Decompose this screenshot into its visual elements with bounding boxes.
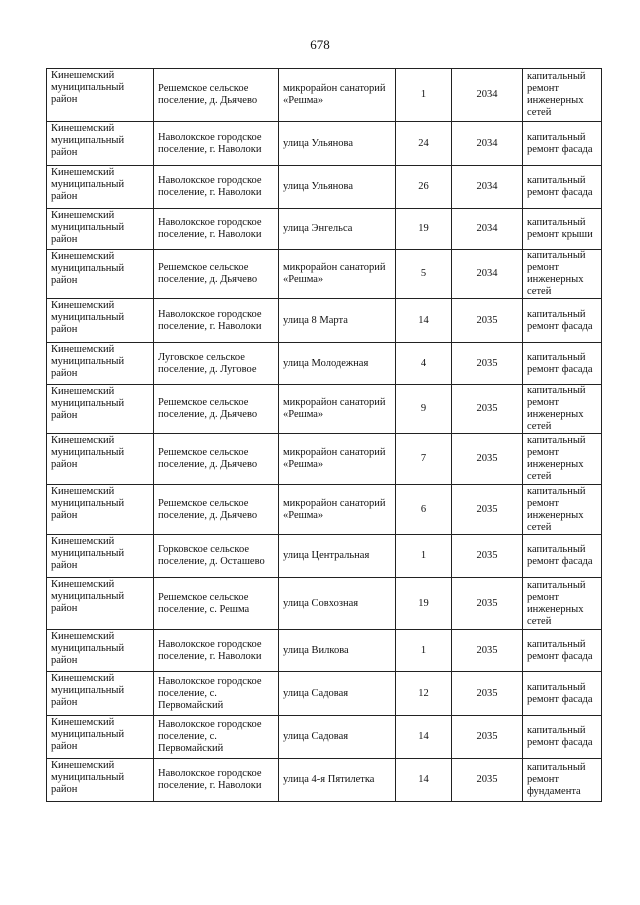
cell-district: Кинешемский муниципальный район xyxy=(47,299,154,343)
cell-work-type: капитальный ремонт инженерных сетей xyxy=(523,250,602,299)
cell-work-type: капитальный ремонт фасада xyxy=(523,672,602,716)
cell-settlement: Наволокское городское поселение, с. Первомайский xyxy=(154,672,279,716)
cell-house-number: 5 xyxy=(396,250,452,299)
table-row xyxy=(47,250,602,299)
cell-repair-year: 2034 xyxy=(452,69,523,122)
cell-street: улица Совхозная xyxy=(279,578,396,630)
cell-house-number: 12 xyxy=(396,672,452,716)
table-row xyxy=(47,578,602,630)
cell-street: улица Садовая xyxy=(279,672,396,716)
table-row xyxy=(47,209,602,250)
cell-work-type: капитальный ремонт крыши xyxy=(523,209,602,250)
cell-street: микрорайон санаторий «Решма» xyxy=(279,250,396,299)
cell-district: Кинешемский муниципальный район xyxy=(47,434,154,485)
cell-settlement: Наволокское городское поселение, г. Наволоки xyxy=(154,166,279,209)
cell-district: Кинешемский муниципальный район xyxy=(47,485,154,535)
cell-settlement: Решемское сельское поселение, д. Дьячево xyxy=(154,385,279,434)
cell-district: Кинешемский муниципальный район xyxy=(47,535,154,578)
cell-work-type: капитальный ремонт инженерных сетей xyxy=(523,69,602,122)
cell-house-number: 1 xyxy=(396,69,452,122)
cell-district: Кинешемский муниципальный район xyxy=(47,716,154,759)
cell-street: микрорайон санаторий «Решма» xyxy=(279,485,396,535)
cell-street: улица Ульянова xyxy=(279,122,396,166)
table-row xyxy=(47,69,602,122)
cell-repair-year: 2035 xyxy=(452,434,523,485)
cell-house-number: 7 xyxy=(396,434,452,485)
cell-settlement: Решемское сельское поселение, д. Дьячево xyxy=(154,250,279,299)
cell-settlement: Горковское сельское поселение, д. Осташево xyxy=(154,535,279,578)
cell-house-number: 19 xyxy=(396,578,452,630)
cell-house-number: 4 xyxy=(396,343,452,385)
table-row xyxy=(47,672,602,716)
cell-house-number: 14 xyxy=(396,716,452,759)
cell-repair-year: 2034 xyxy=(452,166,523,209)
cell-repair-year: 2035 xyxy=(452,343,523,385)
cell-work-type: капитальный ремонт фасада xyxy=(523,535,602,578)
cell-repair-year: 2035 xyxy=(452,385,523,434)
cell-house-number: 14 xyxy=(396,299,452,343)
table-row xyxy=(47,759,602,802)
cell-district: Кинешемский муниципальный район xyxy=(47,209,154,250)
cell-district: Кинешемский муниципальный район xyxy=(47,122,154,166)
cell-repair-year: 2035 xyxy=(452,485,523,535)
cell-settlement: Наволокское городское поселение, г. Наволоки xyxy=(154,299,279,343)
cell-work-type: капитальный ремонт инженерных сетей xyxy=(523,434,602,485)
cell-house-number: 1 xyxy=(396,630,452,672)
cell-work-type: капитальный ремонт инженерных сетей xyxy=(523,485,602,535)
cell-repair-year: 2035 xyxy=(452,716,523,759)
cell-street: улица Центральная xyxy=(279,535,396,578)
cell-repair-year: 2035 xyxy=(452,759,523,802)
cell-street: улица Вилкова xyxy=(279,630,396,672)
cell-settlement: Решемское сельское поселение, с. Решма xyxy=(154,578,279,630)
table-row xyxy=(47,166,602,209)
cell-work-type: капитальный ремонт инженерных сетей xyxy=(523,578,602,630)
cell-settlement: Наволокское городское поселение, с. Первомайский xyxy=(154,716,279,759)
cell-house-number: 1 xyxy=(396,535,452,578)
cell-street: улица Энгельса xyxy=(279,209,396,250)
table-row xyxy=(47,385,602,434)
cell-district: Кинешемский муниципальный район xyxy=(47,250,154,299)
cell-repair-year: 2035 xyxy=(452,578,523,630)
cell-settlement: Наволокское городское поселение, г. Наволоки xyxy=(154,630,279,672)
cell-settlement: Решемское сельское поселение, д. Дьячево xyxy=(154,485,279,535)
cell-work-type: капитальный ремонт фасада xyxy=(523,166,602,209)
cell-street: улица 4-я Пятилетка xyxy=(279,759,396,802)
table-row xyxy=(47,630,602,672)
cell-work-type: капитальный ремонт фасада xyxy=(523,716,602,759)
cell-district: Кинешемский муниципальный район xyxy=(47,759,154,802)
cell-repair-year: 2035 xyxy=(452,672,523,716)
cell-house-number: 14 xyxy=(396,759,452,802)
cell-district: Кинешемский муниципальный район xyxy=(47,578,154,630)
table-row xyxy=(47,485,602,535)
cell-house-number: 26 xyxy=(396,166,452,209)
cell-street: микрорайон санаторий «Решма» xyxy=(279,385,396,434)
table-body xyxy=(47,69,602,802)
table-row xyxy=(47,535,602,578)
cell-district: Кинешемский муниципальный район xyxy=(47,166,154,209)
cell-district: Кинешемский муниципальный район xyxy=(47,343,154,385)
table-row xyxy=(47,299,602,343)
cell-work-type: капитальный ремонт фундамента xyxy=(523,759,602,802)
cell-settlement: Луговское сельское поселение, д. Луговое xyxy=(154,343,279,385)
cell-district: Кинешемский муниципальный район xyxy=(47,385,154,434)
cell-work-type: капитальный ремонт фасада xyxy=(523,630,602,672)
cell-repair-year: 2034 xyxy=(452,250,523,299)
cell-district: Кинешемский муниципальный район xyxy=(47,672,154,716)
cell-house-number: 19 xyxy=(396,209,452,250)
cell-repair-year: 2035 xyxy=(452,630,523,672)
page-number: 678 xyxy=(310,37,330,52)
table-row xyxy=(47,434,602,485)
cell-street: улица Ульянова xyxy=(279,166,396,209)
cell-repair-year: 2034 xyxy=(452,209,523,250)
cell-work-type: капитальный ремонт инженерных сетей xyxy=(523,385,602,434)
cell-settlement: Решемское сельское поселение, д. Дьячево xyxy=(154,69,279,122)
cell-repair-year: 2034 xyxy=(452,122,523,166)
cell-repair-year: 2035 xyxy=(452,535,523,578)
cell-work-type: капитальный ремонт фасада xyxy=(523,299,602,343)
cell-work-type: капитальный ремонт фасада xyxy=(523,343,602,385)
table-row xyxy=(47,716,602,759)
cell-street: улица 8 Марта xyxy=(279,299,396,343)
cell-district: Кинешемский муниципальный район xyxy=(47,630,154,672)
cell-work-type: капитальный ремонт фасада xyxy=(523,122,602,166)
cell-house-number: 6 xyxy=(396,485,452,535)
cell-repair-year: 2035 xyxy=(452,299,523,343)
repair-schedule-table xyxy=(46,68,602,802)
cell-district: Кинешемский муниципальный район xyxy=(47,69,154,122)
cell-street: микрорайон санаторий «Решма» xyxy=(279,69,396,122)
cell-street: улица Молодежная xyxy=(279,343,396,385)
cell-house-number: 9 xyxy=(396,385,452,434)
cell-street: улица Садовая xyxy=(279,716,396,759)
cell-street: микрорайон санаторий «Решма» xyxy=(279,434,396,485)
table-row xyxy=(47,122,602,166)
cell-settlement: Решемское сельское поселение, д. Дьячево xyxy=(154,434,279,485)
cell-settlement: Наволокское городское поселение, г. Наволоки xyxy=(154,122,279,166)
table-row xyxy=(47,343,602,385)
cell-settlement: Наволокское городское поселение, г. Наволоки xyxy=(154,209,279,250)
cell-settlement: Наволокское городское поселение, г. Наволоки xyxy=(154,759,279,802)
cell-house-number: 24 xyxy=(396,122,452,166)
